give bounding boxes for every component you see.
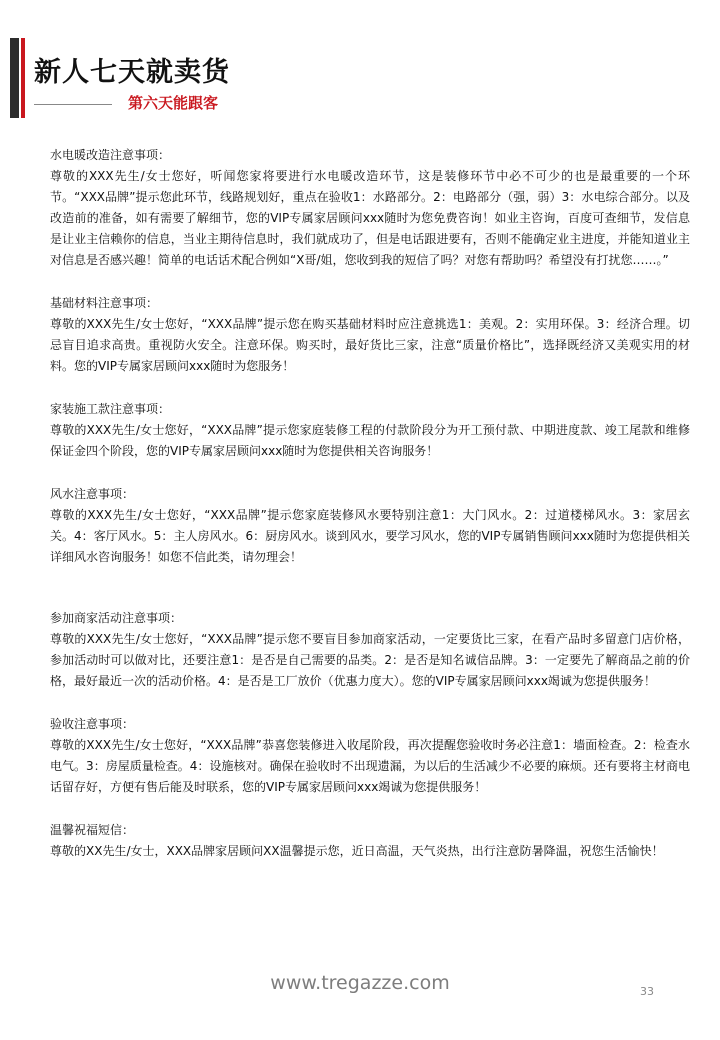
section-payment [50, 399, 690, 462]
page-title: 新人七天就卖货 [34, 57, 230, 88]
section-fengshui [50, 484, 690, 568]
header-accent-bar-dark [10, 38, 19, 118]
document-body [50, 145, 690, 884]
section-body: 尊敬的XXX先生/女士您好，“XXX品牌”提示您不要盲目参加商家活动，一定要货比三家，在看产品时多留意门店价格，参加活动时可以做对比，还要注意1：是否是自己需要的品类。2：是否是知名诚信品牌。3：一定要先了解商品之前的价格，最好最近一次的活动价格。4：是否是工厂放价（优惠力度大）。您的VIP专属家居顾问xxx竭诚为您提供服务！ [50, 632, 690, 688]
title-divider [34, 104, 112, 105]
section-heading: 参加商家活动注意事项： [50, 611, 183, 625]
section-body: 尊敬的XX先生/女士，XXX品牌家居顾问XX温馨提示您，近日高温，天气炎热，出行注意防暑降温，祝您生活愉快！ [50, 844, 664, 858]
section-heading: 温馨祝福短信： [50, 823, 135, 837]
footer-watermark: www.tregazze.com [270, 972, 450, 994]
section-heading: 验收注意事项： [50, 717, 135, 731]
section-acceptance [50, 714, 690, 798]
section-heading: 水电暖改造注意事项： [50, 148, 171, 162]
section-plumbing [50, 145, 690, 271]
section-heading: 基础材料注意事项： [50, 296, 159, 310]
section-materials [50, 293, 690, 377]
page-number: 33 [640, 985, 654, 998]
section-body: 尊敬的XXX先生/女士您好，听闻您家将要进行水电暖改造环节，这是装修环节中必不可少的也是最重要的一个环节。“XXX品牌”提示您此环节，线路规划好，重点在验收1：水路部分。2：电路部分（强，弱）3：水电综合部分。以及改造前的准备，如有需要了解细节，您的VIP专属家居顾问xxx随时为您免费咨询！如业主咨询，百度可查细节，发信息是让业主信赖你的信息，当业主期待信息时，我们就成功了，但是电话跟进要有，否则不能确定业主进度，并能知道业主对信息是否感兴趣！简单的电话话术配合例如“X哥/姐，您收到我的短信了吗？对您有帮助吗？希望没有打扰您……。” [50, 169, 690, 267]
section-body: 尊敬的XXX先生/女士您好，“XXX品牌”提示您在购买基础材料时应注意挑选1：美观。2：实用环保。3：经济合理。切忌盲目追求高贵。重视防火安全。注意环保。购买时，最好货比三家，注意“质量价格比”，选择既经济又美观实用的材料。您的VIP专属家居顾问xxx随时为您服务！ [50, 317, 690, 373]
section-body: 尊敬的XXX先生/女士您好，“XXX品牌”恭喜您装修进入收尾阶段，再次提醒您验收时务必注意1：墙面检查。2：检查水电气。3：房屋质量检查。4：设施核对。确保在验收时不出现遗漏，为以后的生活减少不必要的麻烦。还有要将主材商电话留存好，方便有售后能及时联系，您的VIP专属家居顾问xxx竭诚为您提供服务！ [50, 738, 690, 794]
page-subtitle: 第六天能跟客 [128, 94, 219, 112]
header-accent-bar-red [21, 38, 25, 118]
section-promotions [50, 608, 690, 692]
section-heading: 家装施工款注意事项： [50, 402, 171, 416]
section-greeting [50, 820, 690, 862]
section-body: 尊敬的XXX先生/女士您好，“XXX品牌”提示您家庭装修工程的付款阶段分为开工预付款、中期进度款、竣工尾款和维修保证金四个阶段，您的VIP专属家居顾问xxx随时为您提供相关咨询服务！ [50, 423, 690, 458]
section-heading: 风水注意事项： [50, 487, 135, 501]
section-body: 尊敬的XXX先生/女士您好，“XXX品牌”提示您家庭装修风水要特别注意1：大门风水。2：过道楼梯风水。3：家居玄关。4：客厅风水。5：主人房风水。6：厨房风水。谈到风水，要学习风水，您的VIP专属销售顾问xxx随时为您提供相关详细风水咨询服务！如您不信此类，请勿理会！ [50, 508, 690, 564]
